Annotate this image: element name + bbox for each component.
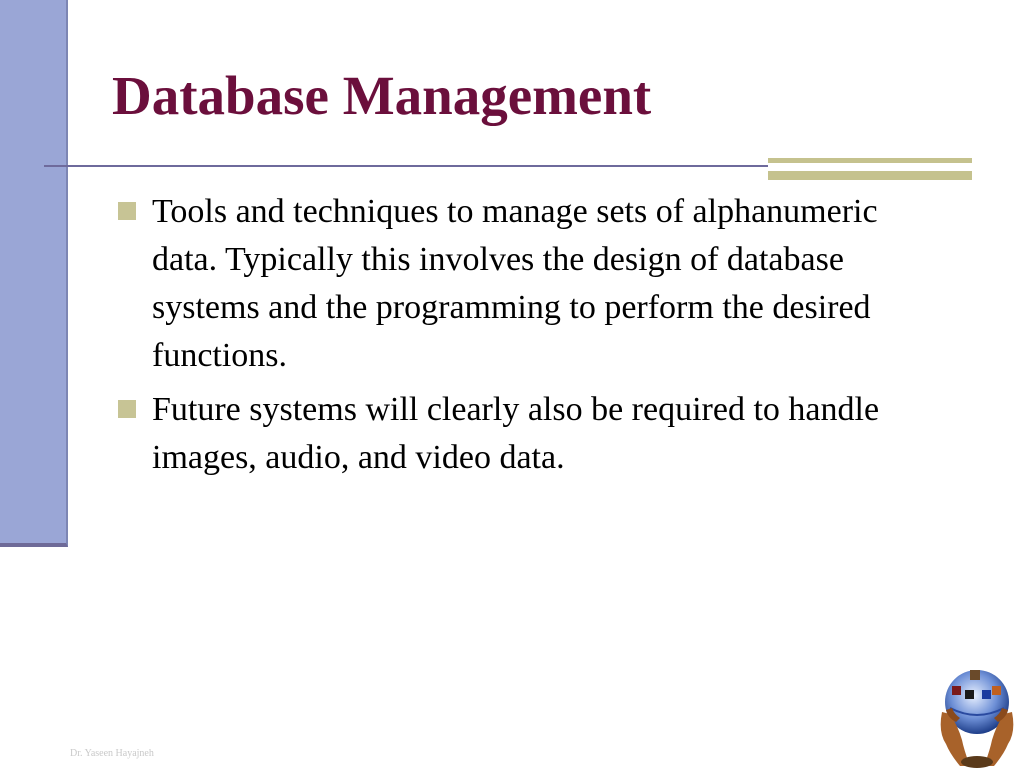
bullet-list — [118, 188, 948, 488]
accent-double-bar — [768, 158, 972, 180]
slide-title: Database Management — [112, 65, 652, 126]
bullet-item — [118, 188, 948, 380]
footer-author: Dr. Yaseen Hayajneh — [70, 748, 154, 759]
square-bullet-icon — [118, 202, 136, 220]
bullet-text: Tools and techniques to manage sets of alphanumeric data. Typically this involves the design of database systems and the programming to perform the desired functions. — [152, 193, 878, 374]
square-bullet-icon — [118, 400, 136, 418]
hands-holding-globe-icon — [936, 662, 1018, 768]
left-decorative-bar — [0, 0, 68, 547]
bullet-item — [118, 386, 948, 482]
bullet-text: Future systems will clearly also be required to handle images, audio, and video data. — [152, 391, 880, 476]
